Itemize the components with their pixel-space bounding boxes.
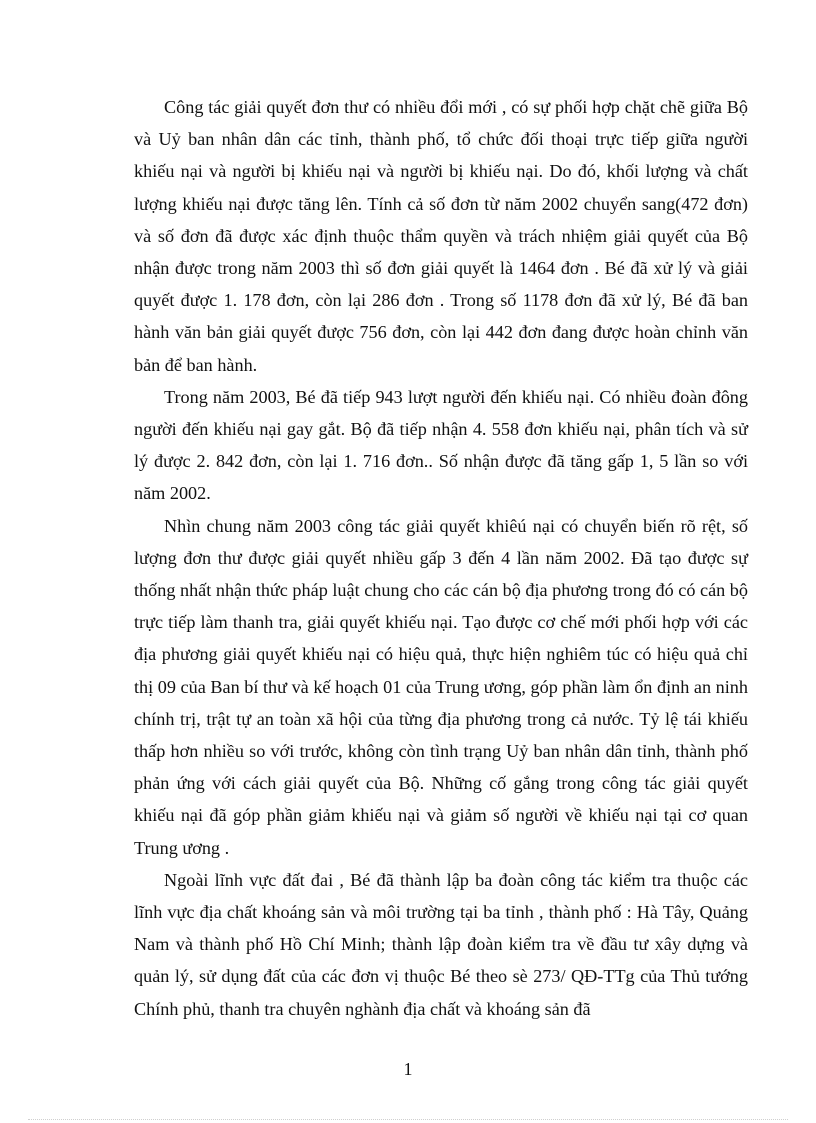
paragraph-4: Ngoài lĩnh vực đất đai , Bé đã thành lập ba đoàn công tác kiểm tra thuộc các lĩnh vực địa chất khoáng sản và môi trường tại ba tỉnh , thành phố : Hà Tây, Quảng Nam và thành phố Hồ Chí Minh; thành lập đoàn kiểm tra về đầu tư xây dựng và quản lý, sử dụng đất của các đơn vị thuộc Bé theo sè 273/ QĐ-TTg của Thủ tướng Chính phủ, thanh tra chuyên nghành địa chất và khoáng sản đã (134, 869, 748, 1019)
paragraph-3: Nhìn chung năm 2003 công tác giải quyết khiêú nại có chuyển biến rõ rệt, số lượng đơn thư được giải quyết nhiều gấp 3 đến 4 lần năm 2002. Đã tạo được sự thống nhất nhận thức pháp luật chung cho các cán bộ địa phương trong đó có cán bộ trực tiếp làm thanh tra, giải quyết khiếu nại. Tạo được cơ chế mới phối hợp với các địa phương giải quyết khiếu nại có hiệu quả, thực hiện nghiêm túc có hiệu quả chỉ thị 09 của Ban bí thư và kế hoạch 01 của Trung ương, góp phần làm ổn định an ninh chính trị, trật tự an toàn xã hội của từng địa phương trong cả nước. Tỷ lệ tái khiếu thấp hơn nhiều so với trước, không còn tình trạng Uỷ ban nhân dân tỉnh, thành phố phản ứng với cách giải quyết của Bộ. Những cố gắng trong công tác giải quyết khiếu nại đã góp phần giảm khiếu nại và giảm số người về khiếu nại tại cơ quan Trung ương . (134, 515, 748, 858)
paragraph-1: Công tác giải quyết đơn thư có nhiều đổi mới , có sự phối hợp chặt chẽ giữa Bộ và Uỷ ban nhân dân các tỉnh, thành phố, tổ chức đối thoại trực tiếp giữa người khiếu nại và người bị khiếu nại và người bị khiếu nại. Do đó, khối lượng và chất lượng khiếu nại được tăng lên. Tính cả số đơn từ năm 2002 chuyển sang(472 đơn) và số đơn đã được xác định thuộc thẩm quyền và trách nhiệm giải quyết của Bộ nhận được trong năm 2003 thì số đơn giải quyết là 1464 đơn . Bé đã xử lý và giải quyết được 1. 178 đơn, còn lại 286 đơn . Trong số 1178 đơn đã xử lý, Bé đã ban hành văn bản giải quyết được 756 đơn, còn lại 442 đơn đang được hoàn chỉnh văn bản để ban hành. (134, 97, 748, 375)
document-body (134, 91, 748, 1025)
page-bottom-divider (28, 1119, 788, 1120)
paragraph-2: Trong năm 2003, Bé đã tiếp 943 lượt người đến khiếu nại. Có nhiều đoàn đông người đến khiếu nại gay gắt. Bộ đã tiếp nhận 4. 558 đơn khiếu nại, phân tích và sử lý được 2. 842 đơn, còn lại 1. 716 đơn.. Số nhận được đã tăng gấp 1, 5 lần so với năm 2002. (134, 386, 748, 504)
page-number: 1 (403, 1059, 413, 1079)
